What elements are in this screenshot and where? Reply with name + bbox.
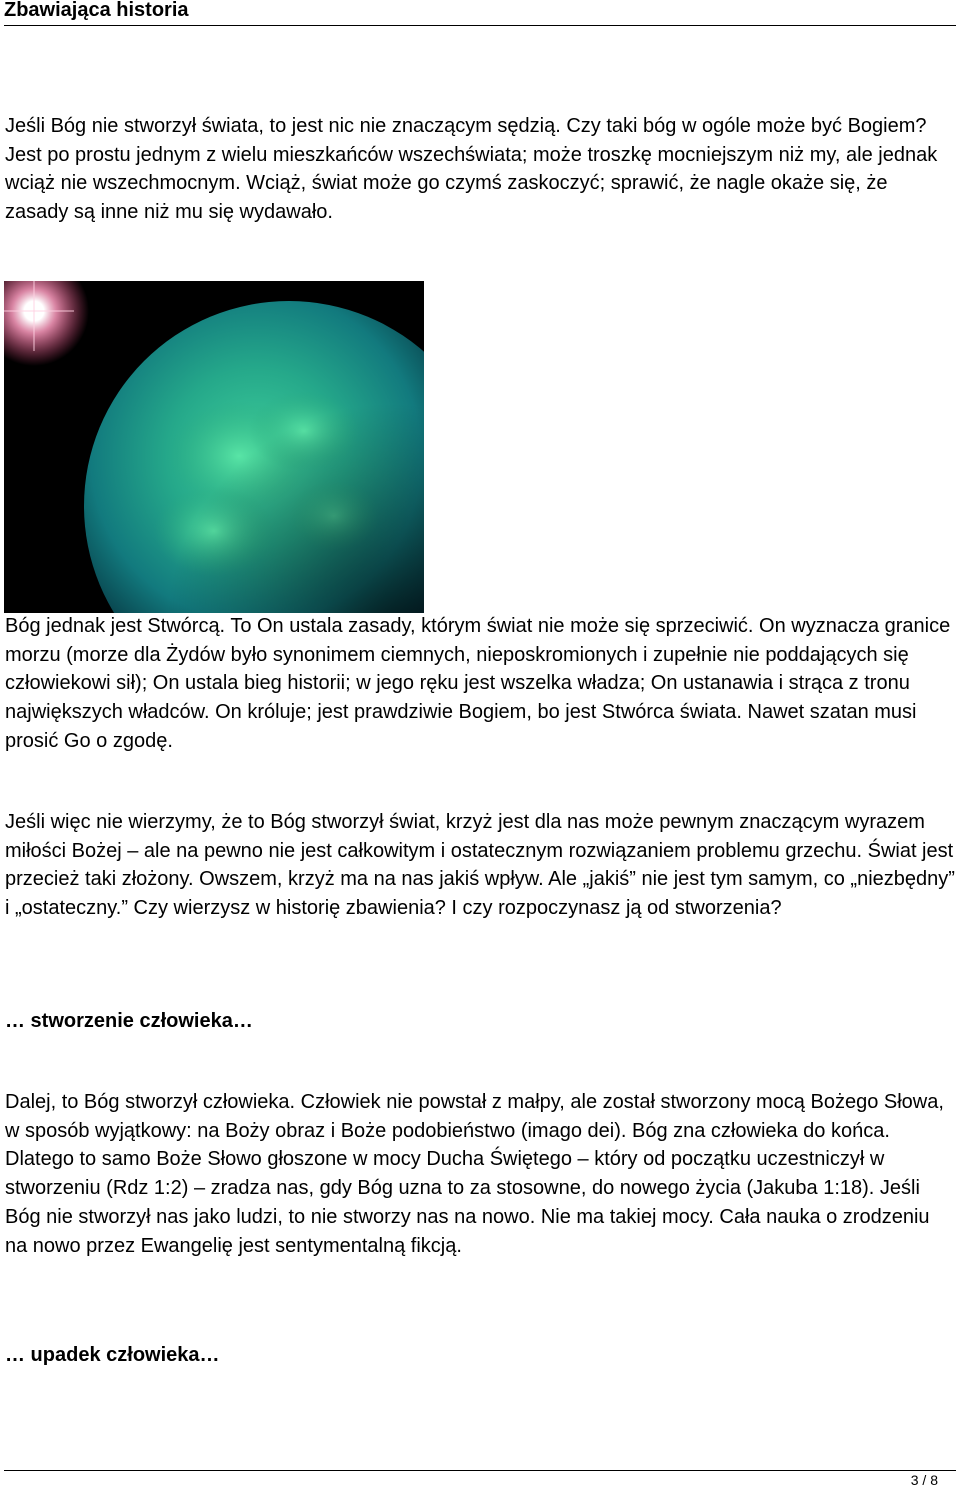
paragraph-creation-of-man: Dalej, to Bóg stworzył człowieka. Człowiek nie powstał z małpy, ale został stworzony mocą Bożego Słowa, w sposób wyjątkowy: na Boży obraz i Boże podobieństwo (imago dei). Bóg zna człowieka do końca. Dlatego to samo Boże Słowo głoszone w mocy Ducha Świętego – który od początku uczestniczył w stworzeniu (Rdz 1:2) – zradza nas, gdy Bóg uzna to za stosowne, do nowego życia (Jakuba 1:18). Jeśli Bóg nie stworzył nas jako ludzi, to nie stworzy nas na nowo. Nie ma takiej mocy. Cała nauka o zrodzeniu na nowo przez Ewangelię jest sentymentalną fikcją. <box>5 1091 944 1257</box>
section-heading-fall-of-man: … upadek człowieka… <box>5 1344 220 1366</box>
document-title: Zbawiająca historia <box>4 0 189 21</box>
paragraph-god-creator: Bóg jednak jest Stwórcą. To On ustala zasady, którym świat nie może się sprzeciwić. On wyznacza granice morzu (morze dla Żydów było synonimem ciemnych, nieposkromionych i zupełnie nie poddających się człowiekowi sił); On ustala bieg historii; w jego ręku jest wszelka władza; On ustanawia i strąca z tronu największych władców. On króluje; jest prawdziwie Bogiem, bo jest Stwórca świata. Nawet szatan musi prosić Go o zgodę. <box>5 615 951 752</box>
paragraph-creator-judge: Jeśli Bóg nie stworzył świata, to jest nic nie znaczącym sędzią. Czy taki bóg w ogóle może być Bogiem? Jest po prostu jednym z wielu mieszkańców wszechświata; może troszkę mocniejszym niż my, ale jednak wciąż nie wszechmocnym. Wciąż, świat może go czymś zaskoczyć; sprawić, że nagle okaże się, że zasady są inne niż mu się wydawało. <box>5 115 938 224</box>
paragraph-salvation-history: Jeśli więc nie wierzymy, że to Bóg stworzył świat, krzyż jest dla nas może pewnym znaczącym wyrazem miłości Bożej – ale na pewno nie jest całkowitym i ostatecznym rozwiązaniem problemu grzechu. Świat jest przecież taki złożony. Owszem, krzyż ma na nas jakiś wpływ. Ale „jakiś” nie jest tym samym, co „niezbędny” i „ostateczny.” Czy wierzysz w historię zbawienia? I czy rozpoczynasz ją od stworzenia? <box>5 811 955 920</box>
section-heading-creation-of-man: … stworzenie człowieka… <box>5 1010 253 1032</box>
header-divider <box>4 25 956 26</box>
page-number: 3 / 8 <box>910 1472 938 1488</box>
footer-divider <box>4 1470 956 1471</box>
planet-illustration <box>4 281 424 613</box>
planet-icon <box>4 281 424 613</box>
